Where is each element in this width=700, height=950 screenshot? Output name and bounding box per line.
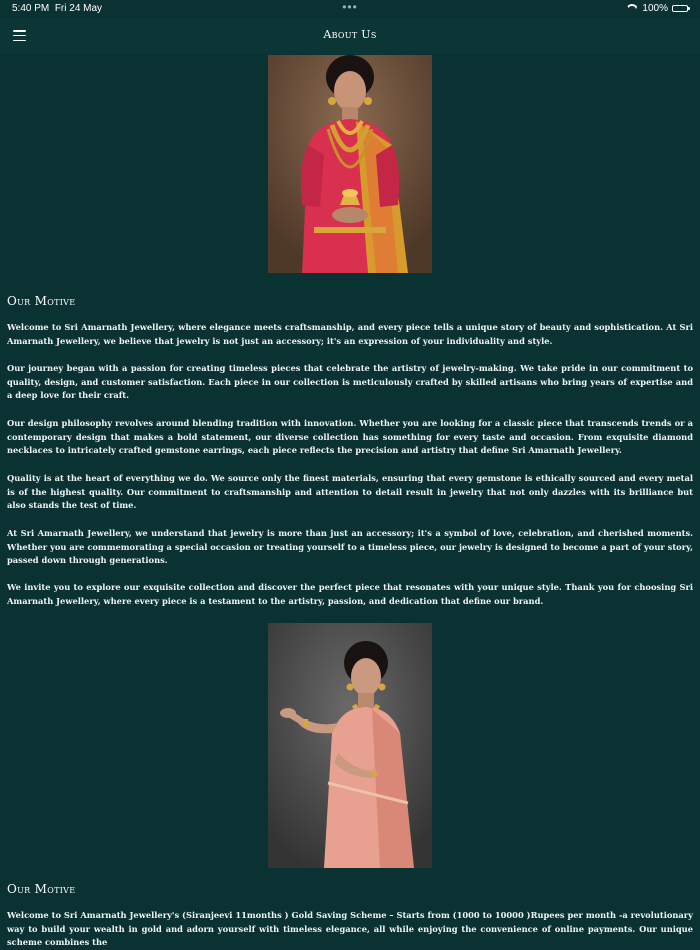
jewellery-model-photo-2 [268, 623, 432, 868]
gold-scheme-paragraph: Welcome to Sri Amarnath Jewellery's (Siranjeevi 11months ) Gold Saving Scheme – Starts from (1000 to 10000 )Rupees per month -a revolutionary way to build your wealth in gold and adorn yourself with timeless elegance, all while enjoying the convenience of online payments. Our unique scheme combines the [7, 910, 693, 948]
motive-paragraph: At Sri Amarnath Jewellery, we understand that jewelry is more than just an accessory; it's a symbol of love, celebration, and cherished moments. Whether you are commemorating a special occasion or treating yourself to a timeless piece, our jewelry is designed to become a part of your story, passed down through generations. [7, 528, 693, 566]
model-in-peach-saree-image [268, 623, 432, 868]
motive-paragraph: Welcome to Sri Amarnath Jewellery, where elegance meets craftsmanship, and every piece tells a unique story of beauty and sophistication. At Sri Amarnath Jewellery, we believe that jewelry is not just an accessory; it's an expression of your individuality and style. [7, 322, 693, 346]
status-bar [0, 0, 700, 18]
page-title: About Us [323, 28, 377, 41]
status-clock: 5:40 PM [12, 3, 50, 14]
motive-paragraph: Our journey began with a passion for creating timeless pieces that celebrate the artistry of jewelry-making. We take pride in our commitment to quality, design, and customer satisfaction. Each piece in our collection is meticulously crafted by skilled artisans who bring years of expertise and a deep love for their craft. [7, 363, 693, 401]
multitasking-dots[interactable]: ••• [342, 0, 358, 14]
motive-paragraph: Quality is at the heart of everything we do. We source only the finest materials, ensuring that every gemstone is ethically sourced and every metal is of the highest quality. Our commitment to craftsmanship and attention to detail result in jewelry that not only dazzles with its brilliance but also stands the test of time. [7, 473, 693, 511]
motive-paragraph: We invite you to explore our exquisite collection and discover the perfect piece that resonates with your unique style. Thank you for choosing Sri Amarnath Jewellery, where every piece is a testament to the artistry, passion, and dedication that define our brand. [7, 582, 693, 606]
battery-icon [672, 5, 688, 12]
wifi-icon [626, 4, 638, 13]
status-date: Fri 24 May [54, 3, 103, 14]
about-content[interactable] [0, 54, 700, 948]
battery-percent: 100% [642, 3, 668, 14]
section-heading-our-motive: Our Motive [7, 294, 76, 308]
motive-paragraph: Our design philosophy revolves around blending tradition with innovation. Whether you are looking for a classic piece that transcends trends or a contemporary design that makes a bold statement, our diverse collection has something for every taste and occasion. From exquisite diamond necklaces to intricately crafted gemstone earrings, each piece reflects the precision and artistry that define Sri Amarnath Jewellery. [7, 418, 693, 456]
jewellery-model-photo [268, 55, 432, 273]
nav-bar [0, 18, 700, 54]
status-indicators [626, 3, 688, 14]
section-heading-our-motive-2: Our Motive [7, 882, 76, 896]
model-in-red-saree-image [268, 55, 432, 273]
